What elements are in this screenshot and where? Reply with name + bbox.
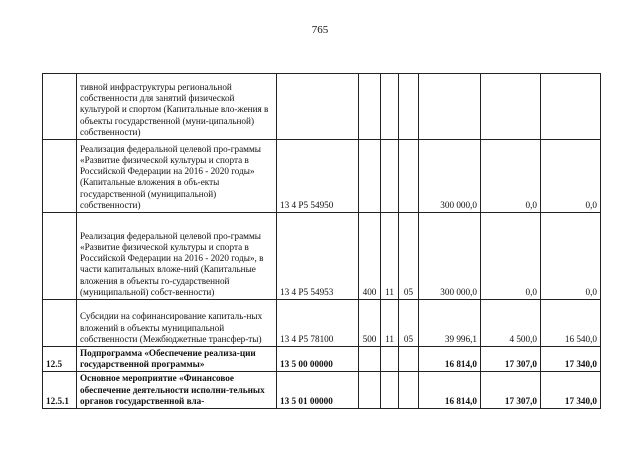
section: 11	[381, 300, 399, 347]
target-code	[277, 74, 359, 140]
amount-year-1	[419, 74, 481, 140]
row-number	[43, 140, 77, 213]
row-description: Реализация федеральной целевой про-граммы «Развитие физической культуры и спорта в Российской Федерации на 2016 - 2020 годы», в части капитальных вложе-ний (Капитальные вложения в объекты го-сударственной (муниципальной) собст-венности)	[77, 213, 277, 300]
expense-type	[359, 372, 381, 409]
target-code: 13 4 P5 54950	[277, 140, 359, 213]
subsection	[399, 74, 419, 140]
amount-year-2: 17 307,0	[481, 347, 541, 372]
table-row	[43, 300, 601, 347]
amount-year-1: 39 996,1	[419, 300, 481, 347]
row-number	[43, 300, 77, 347]
page-number: 765	[311, 24, 329, 36]
section: 11	[381, 213, 399, 300]
expense-type	[359, 140, 381, 213]
amount-year-2: 0,0	[481, 140, 541, 213]
expense-type	[359, 74, 381, 140]
section	[381, 74, 399, 140]
row-number: 12.5.1	[43, 372, 77, 409]
target-code: 13 5 01 00000	[277, 372, 359, 409]
subsection	[399, 372, 419, 409]
table-row	[43, 347, 601, 372]
section	[381, 140, 399, 213]
amount-year-2: 0,0	[481, 213, 541, 300]
section	[381, 372, 399, 409]
row-number	[43, 74, 77, 140]
amount-year-3: 0,0	[541, 140, 601, 213]
row-description: Подпрограмма «Обеспечение реализа-ции государственной программы»	[77, 347, 277, 372]
table-row	[43, 140, 601, 213]
row-description: Реализация федеральной целевой про-граммы «Развитие физической культуры и спорта в Российской Федерации на 2016 - 2020 годы» (Капитальные вложения в объ-екты государственной (муниципальной) собственности)	[77, 140, 277, 213]
row-description: тивной инфраструктуры региональной собственности для занятий физической культурой и спортом (Капитальные вло-жения в объекты государственной (муни-ципальной) собственности)	[77, 74, 277, 140]
table-row	[43, 372, 601, 409]
subsection	[399, 347, 419, 372]
row-number: 12.5	[43, 347, 77, 372]
expense-type: 500	[359, 300, 381, 347]
subsection	[399, 140, 419, 213]
amount-year-2: 17 307,0	[481, 372, 541, 409]
expense-type: 400	[359, 213, 381, 300]
amount-year-3: 17 340,0	[541, 372, 601, 409]
subsection: 05	[399, 213, 419, 300]
amount-year-2	[481, 74, 541, 140]
target-code: 13 4 P5 78100	[277, 300, 359, 347]
amount-year-2: 4 500,0	[481, 300, 541, 347]
row-description: Основное мероприятие «Финансовое обеспечение деятельности исполни-тельных органов государственной вла-	[77, 372, 277, 409]
section	[381, 347, 399, 372]
row-number	[43, 213, 77, 300]
subsection: 05	[399, 300, 419, 347]
row-description: Субсидии на софинансирование капиталь-ных вложений в объекты муниципальной собственности (Межбюджетные трансфер-ты)	[77, 300, 277, 347]
table-row	[43, 213, 601, 300]
table-row	[43, 74, 601, 140]
amount-year-1: 300 000,0	[419, 213, 481, 300]
budget-table	[42, 73, 601, 409]
amount-year-1: 16 814,0	[419, 347, 481, 372]
target-code: 13 5 00 00000	[277, 347, 359, 372]
amount-year-1: 16 814,0	[419, 372, 481, 409]
expense-type	[359, 347, 381, 372]
amount-year-3: 17 340,0	[541, 347, 601, 372]
target-code: 13 4 P5 54953	[277, 213, 359, 300]
amount-year-3: 16 540,0	[541, 300, 601, 347]
amount-year-3	[541, 74, 601, 140]
amount-year-3: 0,0	[541, 213, 601, 300]
amount-year-1: 300 000,0	[419, 140, 481, 213]
